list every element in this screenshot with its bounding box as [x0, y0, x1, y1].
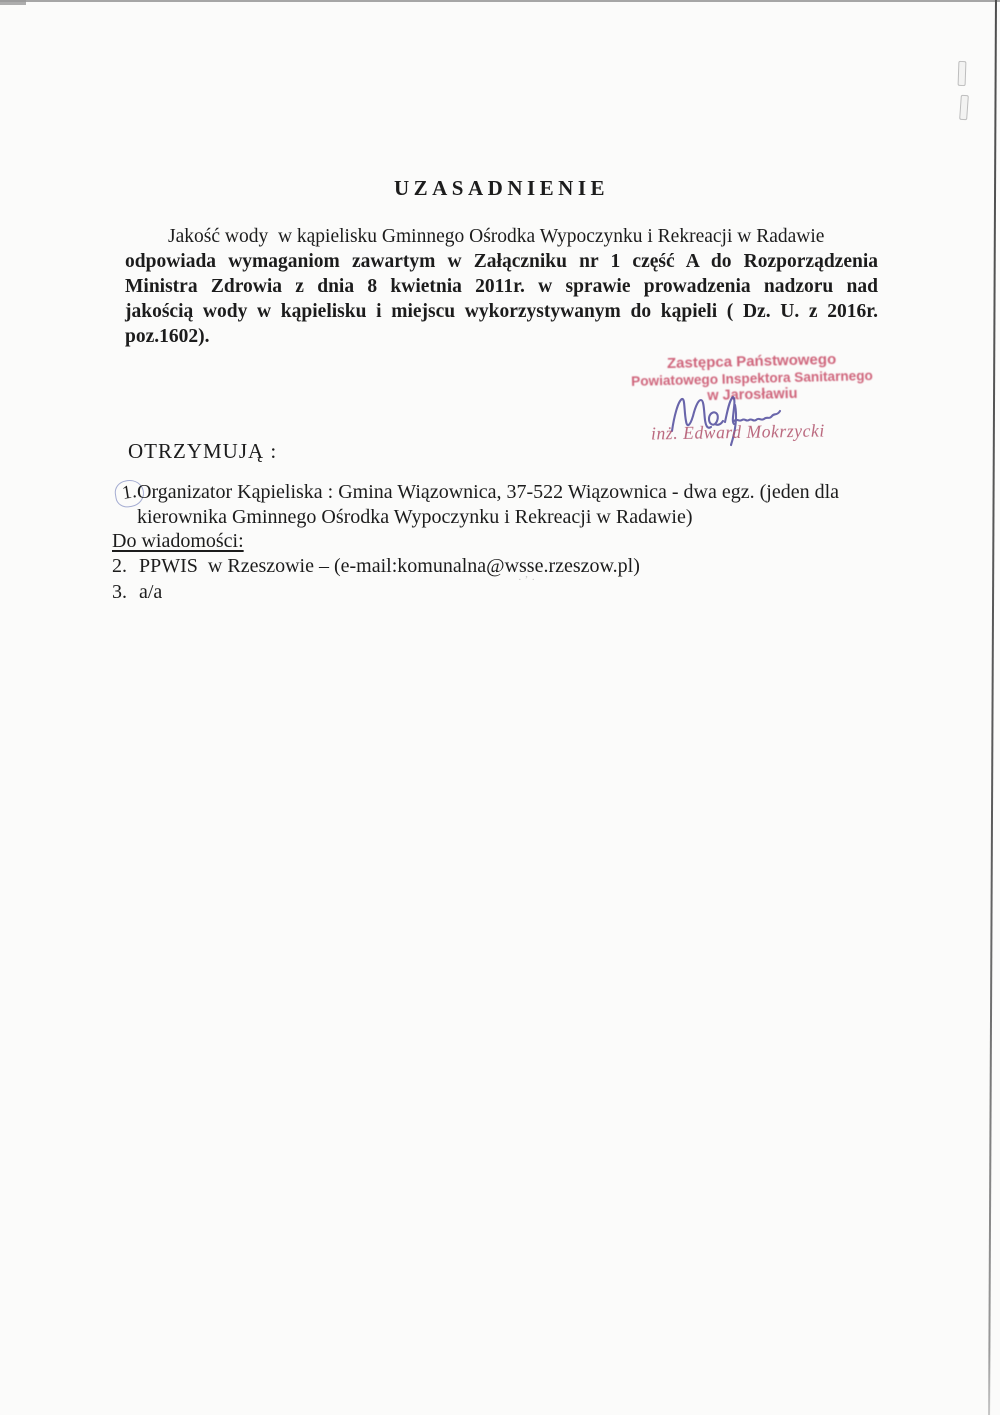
paragraph-line: Ministra Zdrowia z dnia 8 kwietnia 2011r. w sprawie prowadzenia nadzoru nad — [125, 276, 878, 297]
justification-paragraph — [125, 224, 878, 349]
scan-top-edge — [0, 0, 1000, 2]
recipient-item — [112, 555, 640, 578]
stamp-line: w Jarosławiu — [707, 385, 798, 405]
document-title: UZASADNIENIE — [393, 176, 610, 200]
scan-corner-mark — [0, 0, 26, 5]
stamp-line: Zastępca Państwowego — [666, 350, 837, 373]
recipients-heading: OTRZYMUJĄ : — [128, 439, 278, 463]
paragraph-line: poz.1602). — [125, 326, 210, 347]
staple-mark — [959, 95, 969, 120]
paragraph-line: Jakość wody w kąpielisku Gminnego Ośrodka Wypoczynku i Rekreacji w Radawie — [168, 226, 825, 247]
paragraph-line: odpowiada wymaganiom zawartym w Załączniku nr 1 część A do Rozporządzenia — [125, 251, 878, 272]
stamp-line: Powiatowego Inspektora Sanitarnego — [630, 368, 874, 389]
item-number: 1. — [120, 481, 139, 504]
signer-name: inż. Edward Mokrzycki — [650, 420, 825, 444]
official-stamp — [625, 350, 878, 407]
scan-right-edge — [988, 0, 997, 1415]
recipient-item — [112, 581, 162, 604]
recipient-item-text: a/a — [139, 581, 163, 603]
paragraph-line: jakością wody w kąpielisku i miejscu wykorzystywanym do kąpieli ( Dz. U. z 2016r. — [125, 301, 878, 322]
staple-mark — [958, 61, 967, 86]
recipient-item-text: PPWIS w Rzeszowie – (e-mail:komunalna@wsse.rzeszow.pl) — [139, 555, 640, 577]
item-number: 3. — [112, 581, 127, 603]
scan-noise: ·’· — [518, 574, 538, 586]
item-number: 2. — [112, 555, 127, 577]
recipient-item-text: Organizator Kąpieliska : Gmina Wiązownica, 37-522 Wiązownica - dwa egz. (jeden dla — [137, 481, 840, 503]
recipient-item-text: kierownika Gminnego Ośrodka Wypoczynku i Rekreacji w Radawie) — [137, 506, 693, 528]
cc-subheading: Do wiadomości: — [112, 530, 244, 552]
